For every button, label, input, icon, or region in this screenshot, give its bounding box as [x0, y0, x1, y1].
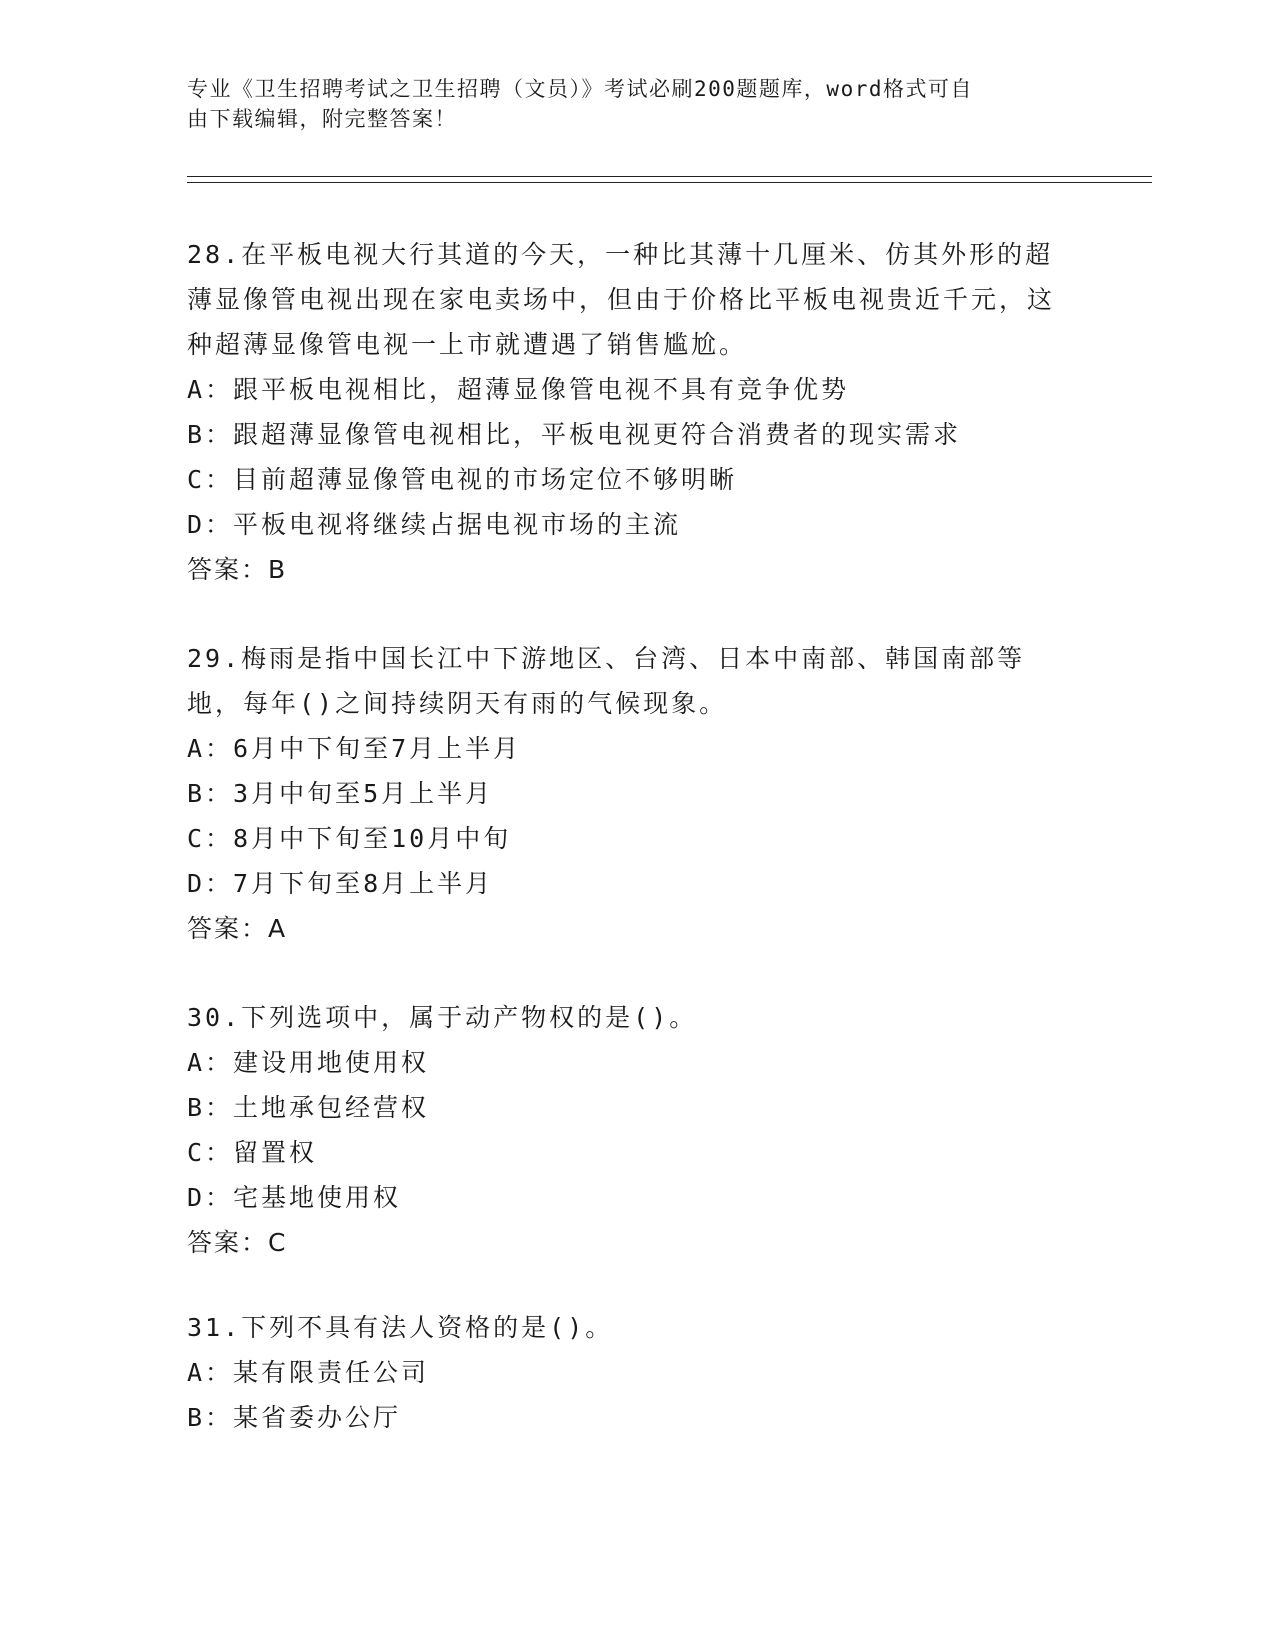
option-d: D：7月下旬至8月上半月	[187, 869, 494, 898]
header-divider-bottom	[187, 182, 1152, 183]
question-stem: 30.下列选项中，属于动产物权的是()。	[187, 1003, 698, 1032]
option-d: D：平板电视将继续占据电视市场的主流	[187, 510, 682, 539]
question-stem: 29.梅雨是指中国长江中下游地区、台湾、日本中南部、韩国南部等地，每年()之间持续阴天有雨的气候现象。	[187, 644, 1026, 718]
question-stem: 31.下列不具有法人资格的是()。	[187, 1313, 614, 1342]
question-list	[187, 232, 1077, 1484]
option-a: A：某有限责任公司	[187, 1358, 430, 1387]
header-divider-top	[187, 176, 1152, 177]
document-header	[187, 74, 1077, 134]
option-c: C：留置权	[187, 1138, 318, 1167]
question-stem: 28.在平板电视大行其道的今天，一种比其薄十几厘米、仿其外形的超薄显像管电视出现在家电卖场中，但由于价格比平板电视贵近千元，这种超薄显像管电视一上市就遭遇了销售尴尬。	[187, 240, 1056, 359]
question-31	[187, 1305, 1077, 1440]
option-b: B：土地承包经营权	[187, 1093, 430, 1122]
answer-label: 答案：C	[187, 1228, 288, 1257]
question-29	[187, 636, 1077, 951]
option-a: A：6月中下旬至7月上半月	[187, 734, 522, 763]
option-c: C：8月中下旬至10月中旬	[187, 824, 512, 853]
option-b: B：某省委办公厅	[187, 1403, 402, 1432]
header-line-2: 由下载编辑，附完整答案！	[187, 107, 457, 131]
option-a: A：建设用地使用权	[187, 1048, 430, 1077]
header-line-1: 专业《卫生招聘考试之卫生招聘（文员）》考试必刷200题题库，word格式可自	[187, 77, 973, 101]
option-b: B：3月中旬至5月上半月	[187, 779, 494, 808]
answer-label: 答案：A	[187, 914, 288, 943]
option-d: D：宅基地使用权	[187, 1183, 402, 1212]
question-30	[187, 995, 1077, 1265]
option-a: A：跟平板电视相比，超薄显像管电视不具有竞争优势	[187, 375, 850, 404]
option-b: B：跟超薄显像管电视相比，平板电视更符合消费者的现实需求	[187, 420, 962, 449]
question-28	[187, 232, 1077, 592]
option-c: C：目前超薄显像管电视的市场定位不够明晰	[187, 465, 738, 494]
answer-label: 答案：B	[187, 555, 288, 584]
